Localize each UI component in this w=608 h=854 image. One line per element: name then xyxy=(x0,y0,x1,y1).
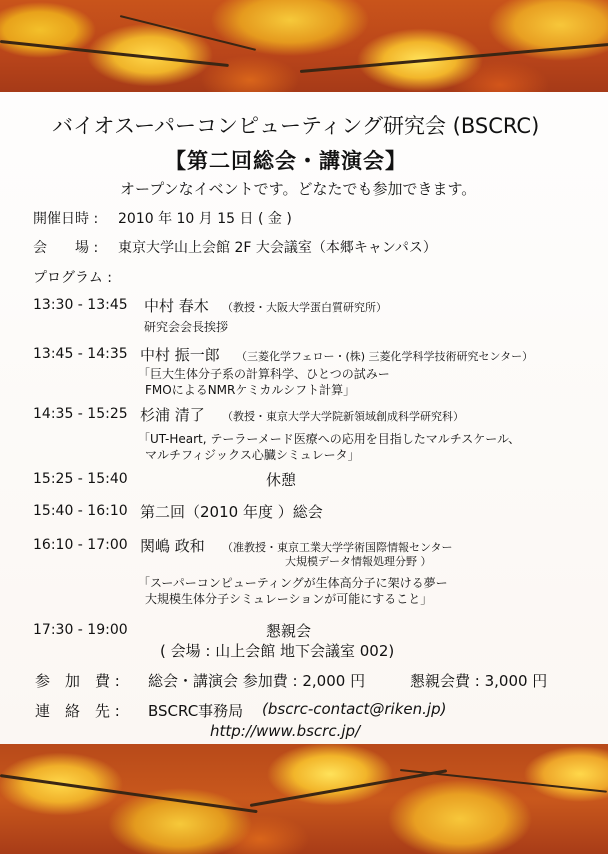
program-time: 15:25 - 15:40 xyxy=(33,471,128,487)
talk-line: 大規模生体分子シミュレーションが可能にすること」 xyxy=(145,592,433,606)
reception-venue: ( 会場 : 山上会館 地下会議室 002) xyxy=(160,642,395,660)
speaker-name: 中村 春木 xyxy=(144,297,209,315)
program-time: 14:35 - 15:25 xyxy=(33,406,128,422)
event-title: バイオスーパーコンピューティング研究会 (BSCRC) xyxy=(52,114,540,138)
autumn-leaves-top-image xyxy=(0,0,608,92)
talk-line: 研究会会長挨拶 xyxy=(144,320,229,334)
speaker-affiliation: （教授・大阪大学蛋白質研究所） xyxy=(222,301,387,314)
talk-line: 「スーパーコンピューティングが生体高分子に架ける夢ー xyxy=(138,576,448,590)
contact-email-link[interactable]: (bscrc-contact@riken.jp) xyxy=(262,700,447,718)
program-label: プログラム : xyxy=(33,270,113,286)
reception-label: 懇親会 xyxy=(266,622,312,640)
program-time: 16:10 - 17:00 xyxy=(33,537,128,553)
general-meeting-label: 第二回（2010 年度 ）総会 xyxy=(140,503,323,521)
venue-label: 会 場 : xyxy=(33,240,99,256)
contact-label: 連 絡 先 : xyxy=(35,702,120,720)
talk-line: 「UT-Heart, テーラーメード医療への応用を目指したマルチスケール、 xyxy=(138,432,521,446)
lead-text: オープンなイベントです。どなたでも参加できます。 xyxy=(120,180,477,198)
general-fee: 総会・講演会 参加費 : 2,000 円 xyxy=(148,672,366,690)
party-fee: 懇親会費 : 3,000 円 xyxy=(410,672,548,690)
speaker-affiliation: （准教授・東京工業大学学術国際情報センター xyxy=(222,541,453,554)
autumn-leaves-bottom-image xyxy=(0,744,608,854)
speaker-affiliation: 大規模データ情報処理分野 ） xyxy=(285,555,432,568)
date-value: 2010 年 10 月 15 日 ( 金 ) xyxy=(118,211,292,227)
talk-line: FMOによるNMRケミカルシフト計算」 xyxy=(145,383,356,397)
talk-line: マルチフィジックス心臓シミュレータ」 xyxy=(145,448,360,462)
speaker-name: 中村 振一郎 xyxy=(140,346,220,364)
date-label: 開催日時 : xyxy=(33,211,99,227)
event-subtitle: 【第二回総会・講演会】 xyxy=(165,149,407,173)
fee-label: 参 加 費 : xyxy=(35,672,120,690)
program-time: 15:40 - 16:10 xyxy=(33,503,128,519)
venue-value: 東京大学山上会館 2F 大会議室（本郷キャンパス） xyxy=(118,240,437,256)
speaker-affiliation: （三菱化学フェロー・(株) 三菱化学科学技術研究センター） xyxy=(236,350,534,363)
talk-line: 「巨大生体分子系の計算科学、ひとつの試みー xyxy=(138,367,390,381)
speaker-affiliation: （教授・東京大学大学院新領域創成科学研究科） xyxy=(222,410,464,423)
contact-office: BSCRC事務局 xyxy=(148,702,244,720)
program-time: 13:45 - 14:35 xyxy=(33,346,128,362)
speaker-name: 杉浦 清了 xyxy=(140,406,205,424)
website-link[interactable]: http://www.bscrc.jp/ xyxy=(210,722,361,740)
program-time: 13:30 - 13:45 xyxy=(33,297,128,313)
break-label: 休憩 xyxy=(266,471,297,489)
program-time: 17:30 - 19:00 xyxy=(33,622,128,638)
speaker-name: 関嶋 政和 xyxy=(140,537,205,555)
